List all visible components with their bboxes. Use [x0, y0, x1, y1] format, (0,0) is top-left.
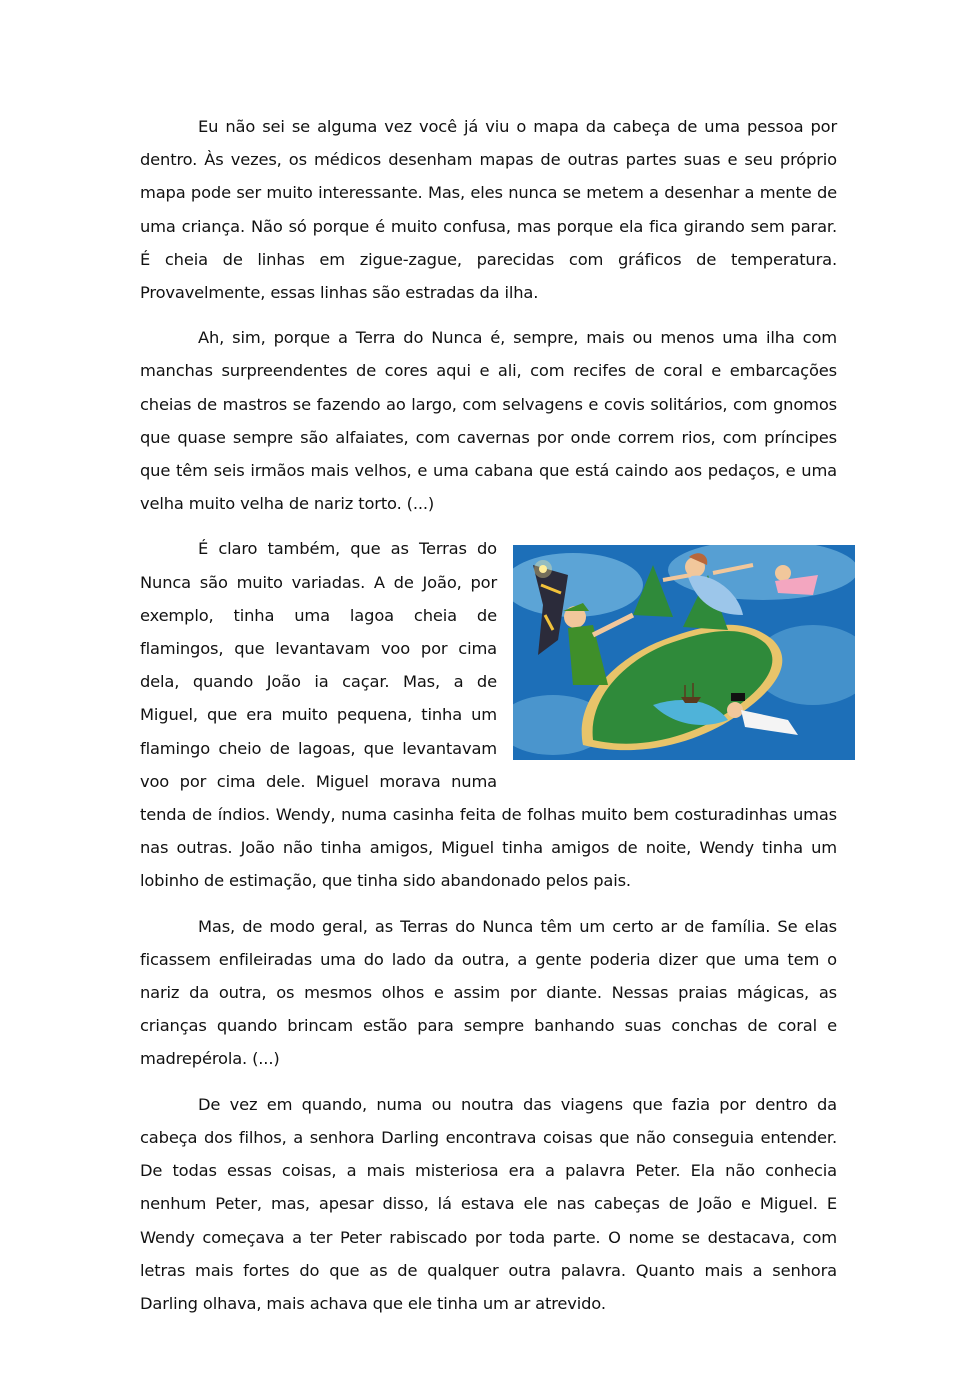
paragraph-3-text: É claro também, que as Terras do Nunca são muito variadas. A de João, por exemplo, tinha uma lagoa cheia de flamingos, que levantavam voo por cima dela, quando João ia caçar. Mas, a de Miguel, que era muito pequena, tinha um flamingo cheio de lagoas, que levantavam voo por cima dele. Miguel morava numa tenda de índios. Wendy, numa casinha feita de folhas muito bem costuradinhas umas nas outras. João não tinha amigos, Miguel tinha amigos de noite, Wendy tinha um lobinho de estimação, que tinha sido abandonado pelos pais.	[140, 539, 837, 891]
paragraph-4: Mas, de modo geral, as Terras do Nunca têm um certo ar de família. Se elas ficassem enfileiradas uma do lado da outra, a gente poderia dizer que uma tem o nariz da outra, os mesmos olhos e assim por diante. Nessas praias mágicas, as crianças quando brincam estão para sempre banhando suas conchas de coral e madrepérola. (...)	[140, 916, 837, 1069]
neverland-illustration-svg	[513, 545, 855, 760]
paragraph-3	[140, 532, 837, 897]
tinker-bell-figure	[534, 560, 552, 578]
paragraph-5: De vez em quando, numa ou noutra das viagens que fazia por dentro da cabeça dos filhos, a senhora Darling encontrava coisas que não conseguia entender. De todas essas coisas, a mais misteriosa era a palavra Peter. Ela não conhecia nenhum Peter, mas, apesar disso, lá estava ele nas cabeças de João e Miguel. E Wendy começava a ter Peter rabiscado por toda parte. O nome se destacava, com letras mais fortes do que as de qualquer outra palavra. Quanto mais a senhora Darling olhava, mais achava que ele tinha um ar atrevido.	[140, 1094, 837, 1313]
paragraph-2: Ah, sim, porque a Terra do Nunca é, sempre, mais ou menos uma ilha com manchas surpreendentes de cores aqui e ali, com recifes de coral e embarcações cheias de mastros se fazendo ao largo, com selvagens e covis solitários, com gnomos que quase sempre são alfaiates, com cavernas por onde correm rios, com príncipes que têm seis irmãos mais velhos, e uma cabana que está caindo aos pedaços, e uma velha muito velha de nariz torto. (...)	[140, 328, 837, 514]
paragraph-1: Eu não sei se alguma vez você já viu o mapa da cabeça de uma pessoa por dentro. Às vezes, os médicos desenham mapas de outras partes suas e seu próprio mapa pode ser muito interessante. Mas, eles nunca se metem a desenhar a mente de uma criança. Não só porque é muito confusa, mas porque ela fica girando sem parar. É cheia de linhas em zigue-zague, parecidas com gráficos de temperatura. Provavelmente, essas linhas são estradas da ilha.	[140, 117, 837, 303]
story-text	[140, 110, 837, 1332]
neverland-illustration	[513, 545, 855, 760]
